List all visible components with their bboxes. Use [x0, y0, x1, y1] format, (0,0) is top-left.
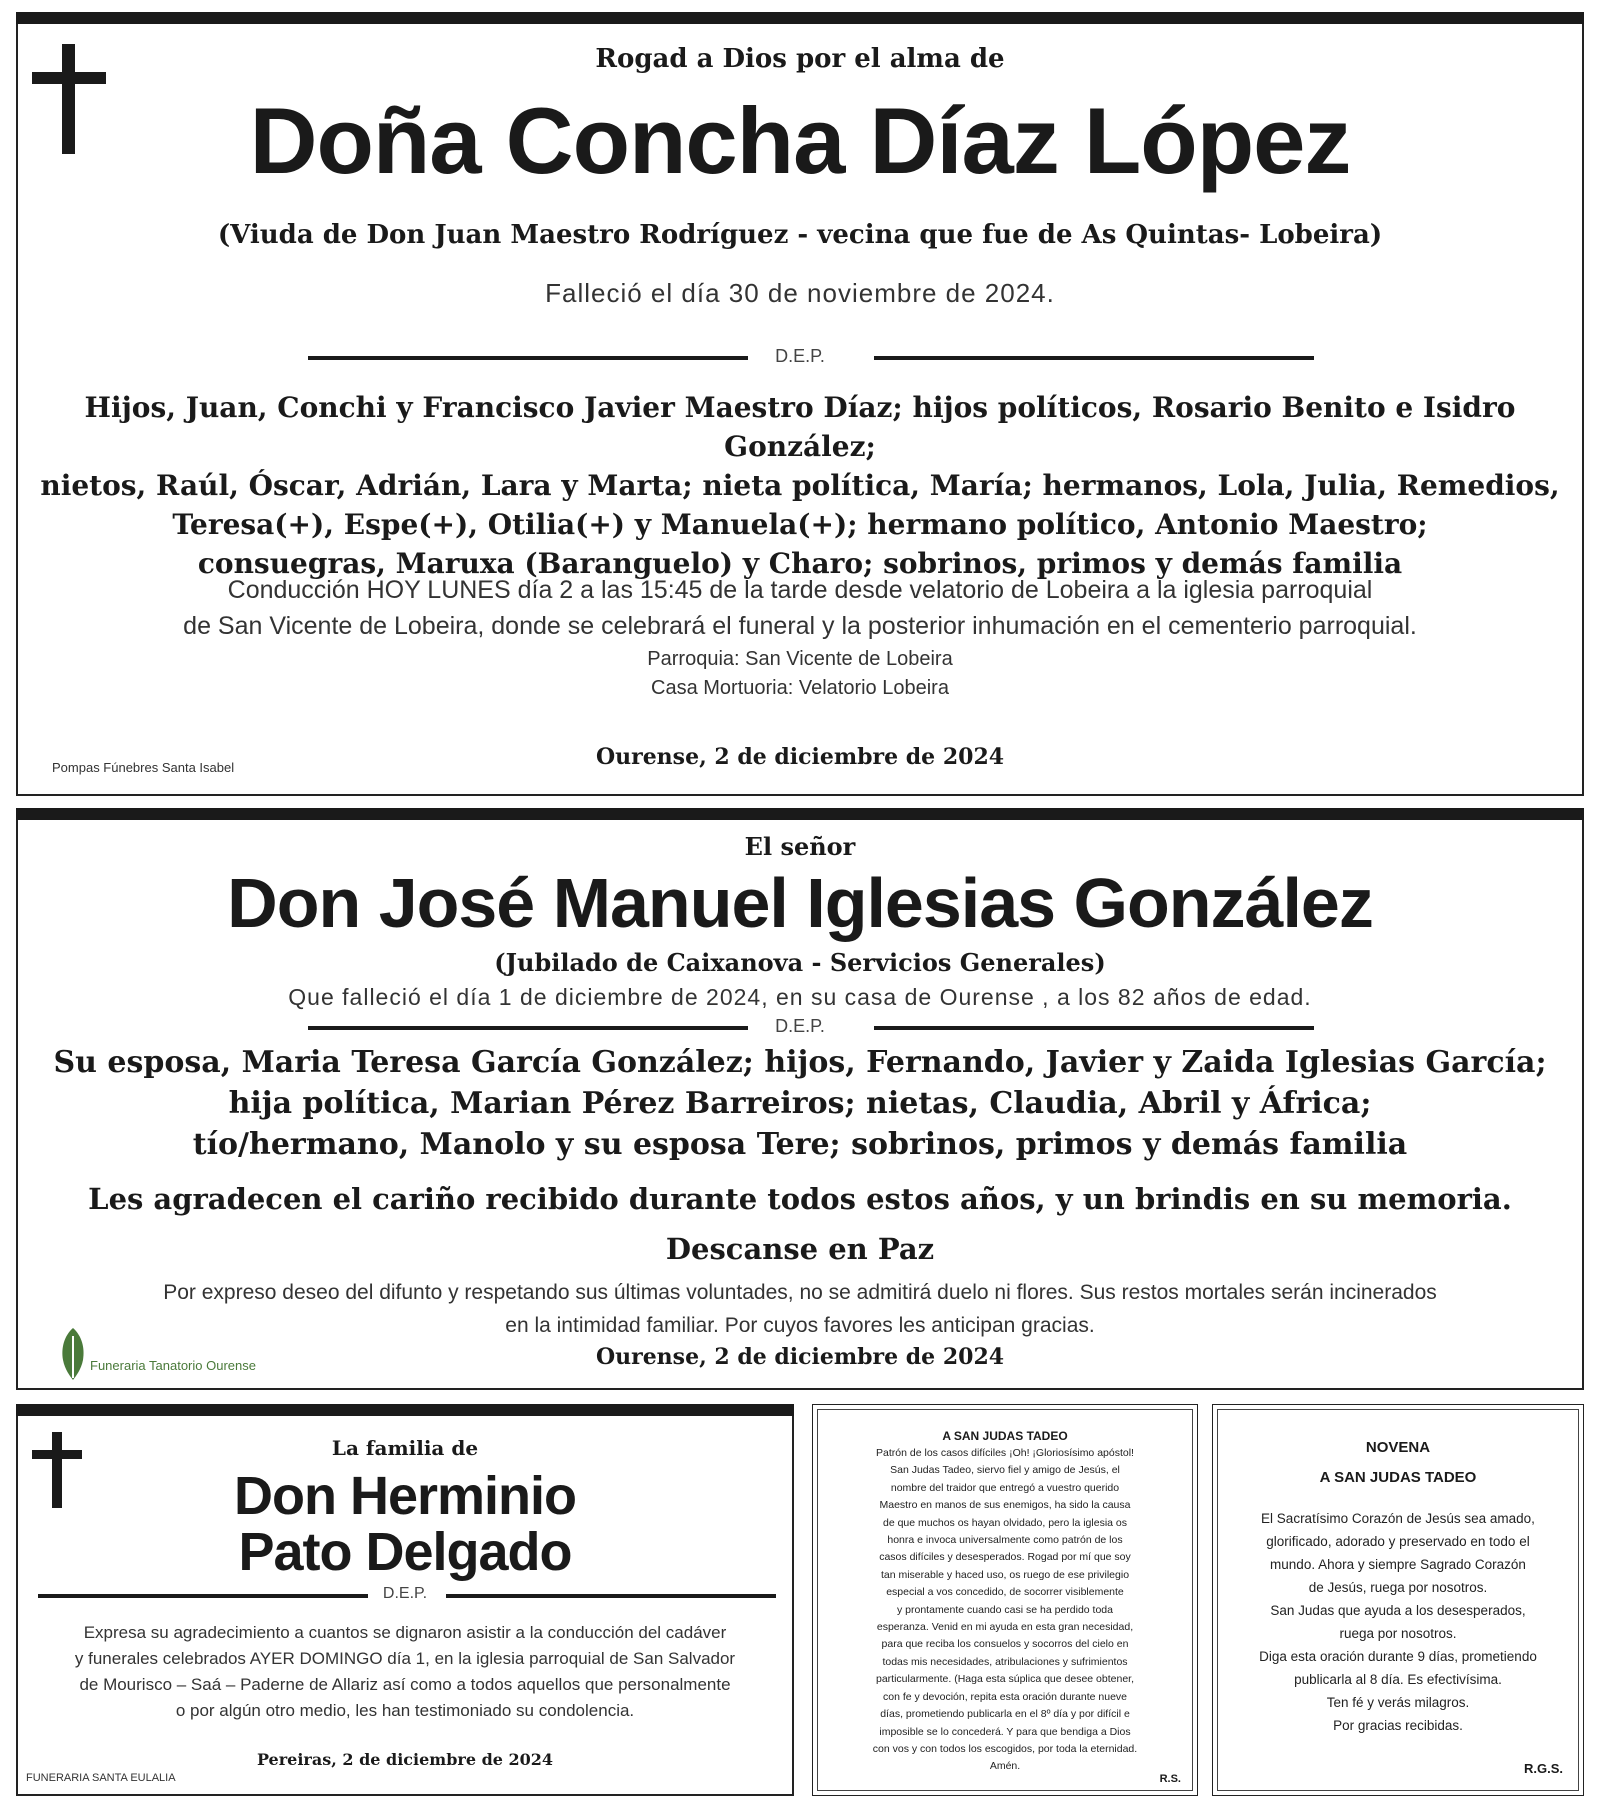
- funeral-home: Pompas Fúnebres Santa Isabel: [52, 760, 235, 775]
- deceased-name: Don José Manuel Iglesias González: [227, 864, 1373, 942]
- prayer-line: con fe y devoción, repita esta oración durante nueve: [883, 1690, 1127, 1703]
- notice-top-bar: [16, 808, 1584, 820]
- mortuary: Casa Mortuoria: Velatorio Lobeira: [651, 677, 949, 699]
- novena-line: publicarla al 8 día. Es efectivísima.: [1294, 1672, 1502, 1687]
- thanks-line: o por algún otro medio, les han testimoniado su condolencia.: [175, 1701, 635, 1720]
- dep-label: D.E.P.: [382, 1585, 428, 1602]
- deceased-subtitle: (Jubilado de Caixanova - Servicios Generales): [494, 948, 1106, 977]
- notice-top-bar: [16, 1404, 794, 1416]
- novena-title: NOVENA: [1365, 1439, 1431, 1456]
- family-line: Su esposa, Maria Teresa García González; hijos, Fernando, Javier y Zaida Iglesias García;: [53, 1045, 1547, 1080]
- deceased-subtitle: (Viuda de Don Juan Maestro Rodríguez - vecina que fue de As Quintas- Lobeira): [217, 220, 1383, 250]
- parish: Parroquia: San Vicente de Lobeira: [647, 648, 953, 670]
- prayer-text: [813, 1445, 1197, 1776]
- prayer-line: Maestro en manos de sus enemigos, ha sido la causa: [879, 1499, 1131, 1512]
- novena-text: [1213, 1507, 1583, 1737]
- prayer-title: A SAN JUDAS TADEO: [942, 1429, 1068, 1443]
- deceased-name-line: Pato Delgado: [238, 1522, 572, 1582]
- wish-line: Por expreso deseo del difunto y respetando sus últimas voluntades, no se admitirá duelo ni flores. Sus restos mortales serán incinerados: [163, 1281, 1437, 1304]
- wish-line: en la intimidad familiar. Por cuyos favores les anticipan gracias.: [505, 1314, 1095, 1337]
- deceased-name: Doña Concha Díaz López: [249, 88, 1351, 193]
- novena-line: glorificado, adorado y preservado en todo el: [1266, 1534, 1530, 1549]
- family-line: consuegras, Maruxa (Baranguelo) y Charo; sobrinos, primos y demás familia: [197, 547, 1403, 580]
- thanks-line: y funerales celebrados AYER DOMINGO día 1, en la iglesia parroquial de San Salvador: [74, 1649, 736, 1668]
- conduction-line: de San Vicente de Lobeira, donde se celebrará el funeral y la posterior inhumación en el cementerio parroquial.: [183, 612, 1417, 640]
- place-date: Ourense, 2 de diciembre de 2024: [595, 744, 1005, 770]
- novena-line: Diga esta oración durante 9 días, prometiendo: [1259, 1649, 1537, 1664]
- prayer-line: con vos y con todos los escogidos, por toda la eternidad.: [872, 1742, 1138, 1755]
- family-line: hija política, Marian Pérez Barreiros; nietas, Claudia, Abril y África;: [228, 1086, 1372, 1121]
- prayer-line: todas mis necesidades, atribulaciones y sufrimientos: [882, 1655, 1128, 1668]
- obituary-notice-1: [16, 22, 1584, 796]
- prayer-line: particularmente. (Haga esta súplica que desee obtener,: [876, 1673, 1134, 1686]
- novena-signature: R.G.S.: [1523, 1761, 1563, 1776]
- conduction-line: Conducción HOY LUNES día 2 a las 15:45 de la tarde desde velatorio de Lobeira a la iglesia parroquial: [227, 576, 1373, 604]
- family-line: nietos, Raúl, Óscar, Adrián, Lara y Marta; nieta política, María; hermanos, Lola, Julia, Remedios,: [40, 469, 1560, 502]
- thanks-line: Expresa su agradecimiento a cuantos se dignaron asistir a la conducción del cadáver: [83, 1623, 727, 1642]
- prayer-line: especial a vos concedido, de socorrer visiblemente: [886, 1586, 1124, 1599]
- funeral-home: FUNERARIA SANTA EULALIA: [26, 1772, 176, 1784]
- intro-text: El señor: [744, 832, 856, 861]
- novena-line: Por gracias recibidas.: [1333, 1718, 1463, 1733]
- prayer-signature: R.S.: [1159, 1773, 1181, 1785]
- prayer-line: tan miserable y haced uso, os ruego de ese privilegio: [880, 1568, 1130, 1581]
- prayer-line: honra e invoca universalmente como patrón de los: [887, 1534, 1123, 1547]
- prayer-line: y prontamente cuando casi se ha perdido toda: [897, 1603, 1113, 1616]
- funeral-home: Funeraria Tanatorio Ourense: [90, 1358, 256, 1373]
- thanks-text: [18, 1620, 792, 1724]
- prayer-line: nombre del traidor que entregó a vuestro querido: [890, 1481, 1120, 1494]
- divider-right: [874, 356, 1314, 360]
- family-line: Hijos, Juan, Conchi y Francisco Javier Maestro Díaz; hijos políticos, Rosario Benito e Isidro González;: [84, 391, 1516, 463]
- dep-label: D.E.P.: [775, 1016, 825, 1036]
- family-list: [18, 388, 1582, 583]
- novena-line: El Sacratísimo Corazón de Jesús sea amado,: [1261, 1511, 1535, 1526]
- death-date: Falleció el día 30 de noviembre de 2024.: [545, 278, 1055, 308]
- novena-line: San Judas que ayuda a los desesperados,: [1270, 1603, 1526, 1618]
- prayer-line: San Judas Tadeo, siervo fiel y amigo de Jesús, el: [890, 1464, 1120, 1477]
- novena-line: mundo. Ahora y siempre Sagrado Corazón: [1270, 1557, 1526, 1572]
- family-line: tío/hermano, Manolo y su esposa Tere; sobrinos, primos y demás familia: [192, 1127, 1408, 1162]
- obituary-notice-2: [16, 818, 1584, 1390]
- novena-line: ruega por nosotros.: [1339, 1626, 1457, 1641]
- conduction-text: [18, 572, 1582, 644]
- deceased-name-line: Don Herminio: [233, 1466, 576, 1526]
- novena-subtitle: A SAN JUDAS TADEO: [1319, 1469, 1477, 1486]
- novena-line: de Jesús, ruega por nosotros.: [1308, 1580, 1488, 1595]
- prayer-line: de que muchos os hayan olvidado, pero la iglesia os: [883, 1516, 1127, 1529]
- prayer-line: días, prometiendo publicarla en el 8º día y por difícil e: [880, 1708, 1130, 1721]
- notice-top-bar: [16, 12, 1584, 24]
- family-list: [18, 1042, 1582, 1165]
- obituary-notice-3: [16, 1414, 794, 1796]
- prayer-line: Patrón de los casos difíciles ¡Oh! ¡Gloriosísimo apóstol!: [876, 1447, 1134, 1459]
- prayer-san-judas: [812, 1404, 1198, 1796]
- divider-right: [446, 1594, 776, 1598]
- place-date: Pereiras, 2 de diciembre de 2024: [256, 1750, 554, 1769]
- prayer-line: esperanza. Venid en mi ayuda en esta gran necesidad,: [876, 1621, 1134, 1634]
- novena-san-judas: [1212, 1404, 1584, 1796]
- intro-text: La familia de: [331, 1436, 479, 1460]
- intro-text: Rogad a Dios por el alma de: [595, 44, 1005, 74]
- rest-in-peace: Descanse en Paz: [665, 1232, 935, 1266]
- dep-label: D.E.P.: [775, 346, 825, 366]
- thanks-line: de Mourisco – Saá – Paderne de Allariz así como a todos aquellos que personalmente: [79, 1675, 731, 1694]
- prayer-line: imposible se lo concederá. Y para que bendiga a Dios: [879, 1725, 1131, 1738]
- prayer-line: casos difíciles y desesperados. Rogad por mí que soy: [879, 1551, 1131, 1564]
- prayer-line: Amén.: [989, 1760, 1021, 1773]
- death-date: Que falleció el día 1 de diciembre de 2024, en su casa de Ourense , a los 82 años de edad.: [288, 984, 1312, 1010]
- prayer-line: para que reciba los consuelos y socorros del cielo en: [881, 1638, 1129, 1651]
- thanks-text: Les agradecen el cariño recibido durante todos estos años, y un brindis en su memoria.: [88, 1182, 1512, 1216]
- divider-right: [874, 1026, 1314, 1030]
- place-date: Ourense, 2 de diciembre de 2024: [595, 1344, 1005, 1370]
- novena-line: Ten fé y verás milagros.: [1326, 1695, 1470, 1710]
- family-line: Teresa(+), Espe(+), Otilia(+) y Manuela(+); hermano político, Antonio Maestro;: [172, 508, 1428, 541]
